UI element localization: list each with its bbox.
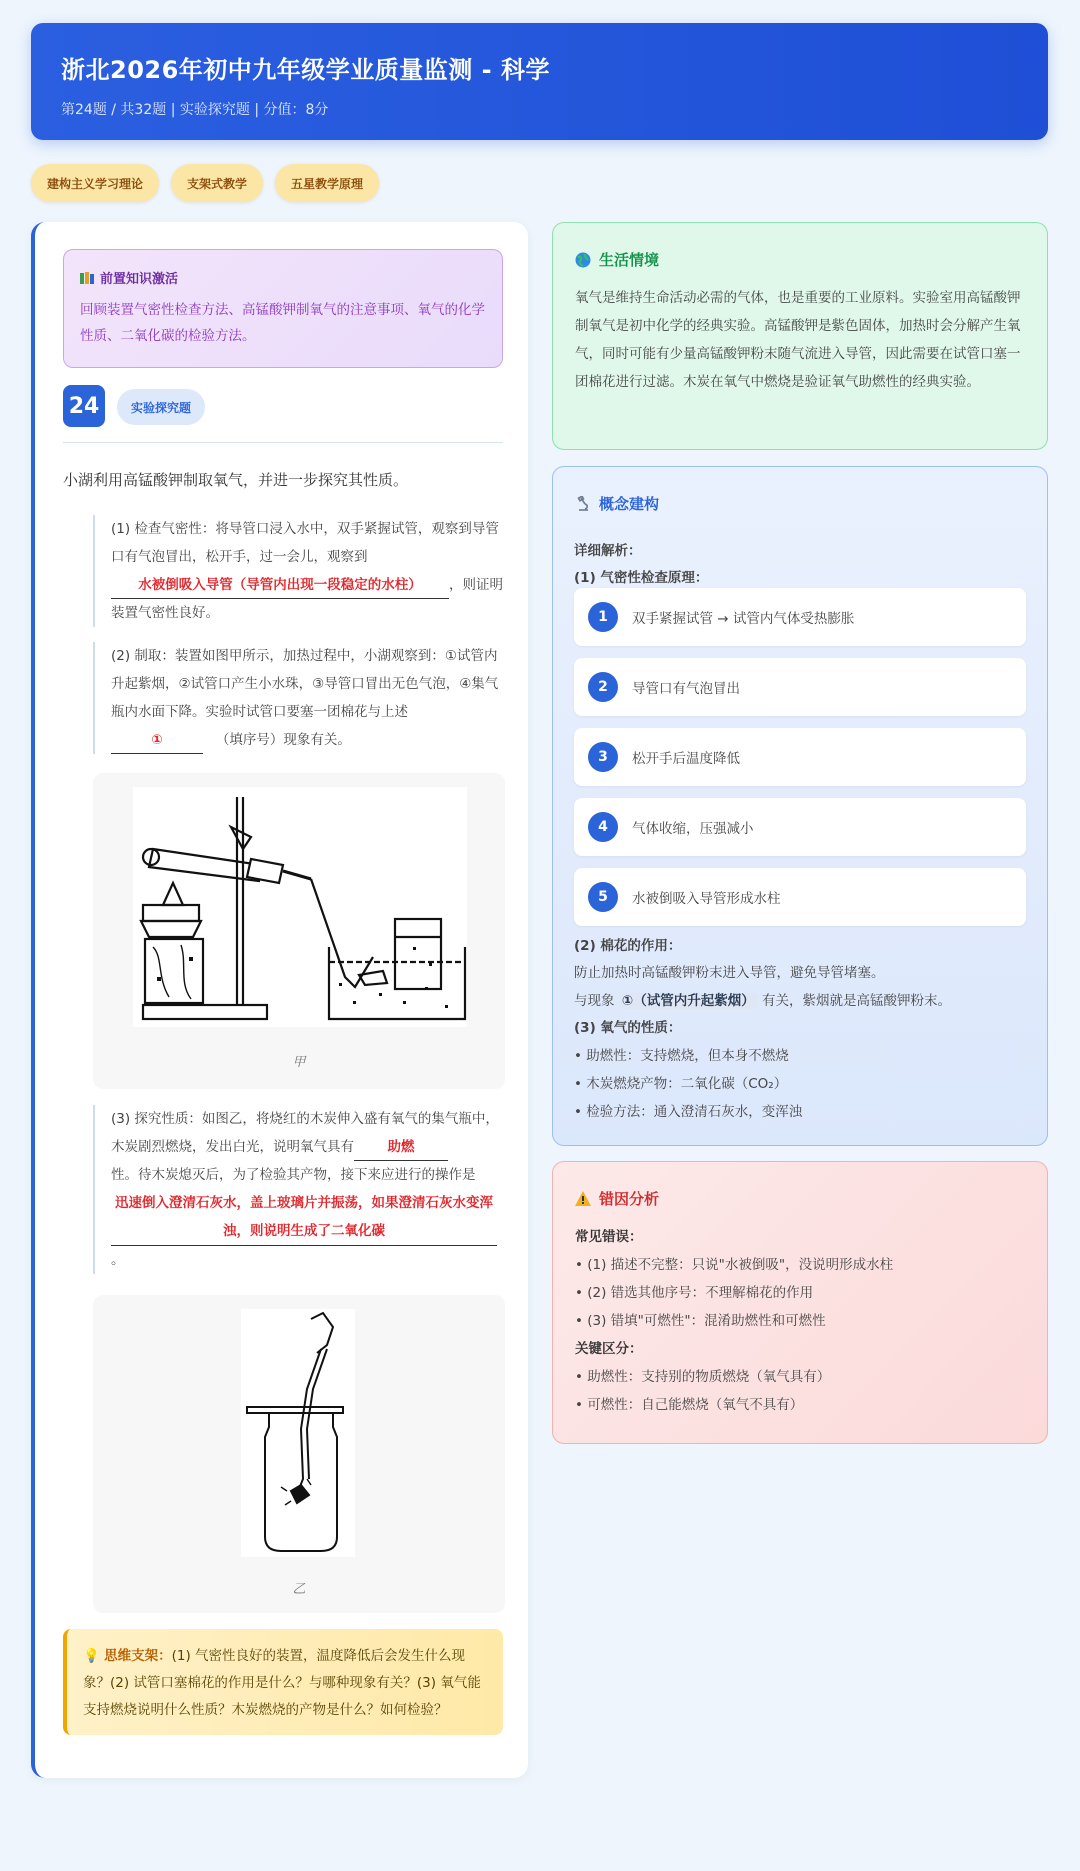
question-number: 24 xyxy=(63,385,105,427)
error-analysis-card xyxy=(552,1161,1048,1444)
scaffold-text: (1) 气密性良好的装置，温度降低后会发生什么现象？(2) 试管口塞棉花的作用是什么？与哪种现象有关？(3) 氧气能支持燃烧说明什么性质？木炭燃烧的产物是什么？如何检验？ xyxy=(83,1648,481,1718)
question-part-3: (3) 探究性质：如图乙，将烧红的木炭伸入盛有氧气的集气瓶中，木炭剧烈燃烧，发出白光，说明氧气具有 助燃 性。待木炭熄灭后，为了检验其产物，接下来应进行的操作是 迅速倒入澄清石灰水，盖上玻璃片并振荡，如果澄清石灰水变浑浊，则说明生成了二氧化碳 。 xyxy=(93,1105,505,1274)
common-errors-label: 常见错误： xyxy=(575,1229,643,1245)
concept-title: 概念建构 xyxy=(599,495,660,513)
figure-apparatus-jia xyxy=(93,773,505,1089)
answer-blank-2: ① xyxy=(111,727,203,754)
thinking-scaffold xyxy=(63,1629,503,1735)
oxygen-property-1: • 助燃性：支持燃烧，但本身不燃烧 xyxy=(574,1048,789,1064)
concept-step-2: 2 导管口有气泡冒出 xyxy=(574,658,1026,716)
life-text: 氧气是维持生命活动必需的气体，也是重要的工业原料。实验室用高锰酸钾制氧气是初中化学的经典实验。高锰酸钾是紫色固体，加热时会分解产生氧气，同时可能有少量高锰酸钾粉末随气流进入导管，因此需要在试管口塞一团棉花进行过滤。木炭在氧气中燃烧是验证氧气助燃性的经典实验。 xyxy=(575,290,1021,390)
question-part-1: (1) 检查气密性：将导管口浸入水中，双手紧握试管，观察到导管口有气泡冒出，松开手，过一会儿，观察到 水被倒吸入导管（导管内出现一段稳定的水柱） ，则证明装置气密性良好。 xyxy=(93,515,505,627)
concept-step-4: 4 气体收缩，压强减小 xyxy=(574,798,1026,856)
common-error-1: • (1) 描述不完整：只说"水被倒吸"，没说明形成水柱 xyxy=(575,1257,894,1273)
section3-label: (3) 氧气的性质： xyxy=(574,1020,682,1036)
warning-icon xyxy=(575,1191,591,1206)
answer-blank-1: 水被倒吸入导管（导管内出现一段稳定的水柱） xyxy=(111,572,449,599)
globe-icon xyxy=(575,252,591,268)
key-distinction-1: • 助燃性：支持别的物质燃烧（氧气具有） xyxy=(575,1369,831,1385)
question-meta: 第24题 / 共32题 | 实验探究题 | 分值：8分 xyxy=(61,102,329,118)
common-error-3: • (3) 错填"可燃性"：混淆助燃性和可燃性 xyxy=(575,1313,826,1329)
life-context-card xyxy=(552,222,1048,450)
common-error-2: • (2) 错选其他序号：不理解棉花的作用 xyxy=(575,1285,814,1301)
cotton-purpose: 防止加热时高锰酸钾粉末进入导管，避免导管堵塞。 xyxy=(574,965,885,981)
exam-title: 浙北2026年初中九年级学业质量监测 - 科学 xyxy=(61,56,550,84)
prior-knowledge-box xyxy=(63,249,503,368)
cotton-phenomenon: 与现象 ①（试管内升起紫烟） 有关，紫烟就是高锰酸钾粉末。 xyxy=(574,993,952,1009)
charcoal-burning-illustration xyxy=(241,1309,355,1557)
tag-scaffolding[interactable]: 支架式教学 xyxy=(171,164,263,202)
key-distinction-label: 关键区分： xyxy=(575,1341,643,1357)
prior-title: 前置知识激活 xyxy=(100,272,179,287)
highlight-phenomenon: ①（试管内升起紫烟） xyxy=(619,993,758,1009)
question-type-badge: 实验探究题 xyxy=(117,389,205,425)
books-icon xyxy=(80,272,94,284)
key-distinction-2: • 可燃性：自己能燃烧（氧气不具有） xyxy=(575,1397,804,1413)
question-stem: 小湖利用高锰酸钾制取氧气，并进一步探究其性质。 xyxy=(63,471,409,489)
scaffold-label: 思维支架： xyxy=(104,1648,172,1664)
prior-text: 回顾装置气密性检查方法、高锰酸钾制氧气的注意事项、氧气的化学性质、二氧化碳的检验方法。 xyxy=(80,302,485,344)
question-number-row xyxy=(63,385,503,443)
microscope-icon xyxy=(575,496,591,512)
section2-label: (2) 棉花的作用： xyxy=(574,938,682,954)
lightbulb-icon: 💡 xyxy=(83,1648,100,1664)
section1-label: (1) 气密性检查原理： xyxy=(574,570,709,586)
theory-tags xyxy=(31,164,379,202)
concept-step-3: 3 松开手后温度降低 xyxy=(574,728,1026,786)
detail-label: 详细解析： xyxy=(574,543,642,559)
heating-apparatus-illustration xyxy=(133,787,467,1027)
life-title: 生活情境 xyxy=(599,251,660,269)
tag-constructivism[interactable]: 建构主义学习理论 xyxy=(31,164,159,202)
question-card xyxy=(31,222,528,1778)
figure-apparatus-yi xyxy=(93,1295,505,1613)
exam-header xyxy=(31,23,1048,140)
answer-blank-4: 迅速倒入澄清石灰水，盖上玻璃片并振荡，如果澄清石灰水变浑浊，则说明生成了二氧化碳 xyxy=(111,1189,497,1246)
concept-step-1: 1 双手紧握试管 → 试管内气体受热膨胀 xyxy=(574,588,1026,646)
oxygen-property-3: • 检验方法：通入澄清石灰水，变浑浊 xyxy=(574,1104,803,1120)
tag-five-star[interactable]: 五星教学原理 xyxy=(275,164,379,202)
figure-caption-jia: 甲 xyxy=(292,1055,306,1070)
figure-caption-yi: 乙 xyxy=(292,1582,306,1597)
question-part-2: (2) 制取：装置如图甲所示，加热过程中，小湖观察到：①试管内升起紫烟，②试管口产生小水珠，③导管口冒出无色气泡，④集气瓶内水面下降。实验时试管口要塞一团棉花与上述 ① （填序号）现象有关。 xyxy=(93,642,505,754)
oxygen-property-2: • 木炭燃烧产物：二氧化碳（CO₂） xyxy=(574,1076,788,1092)
error-title: 错因分析 xyxy=(599,1190,660,1208)
answer-blank-3: 助燃 xyxy=(354,1134,448,1161)
concept-step-5: 5 水被倒吸入导管形成水柱 xyxy=(574,868,1026,926)
